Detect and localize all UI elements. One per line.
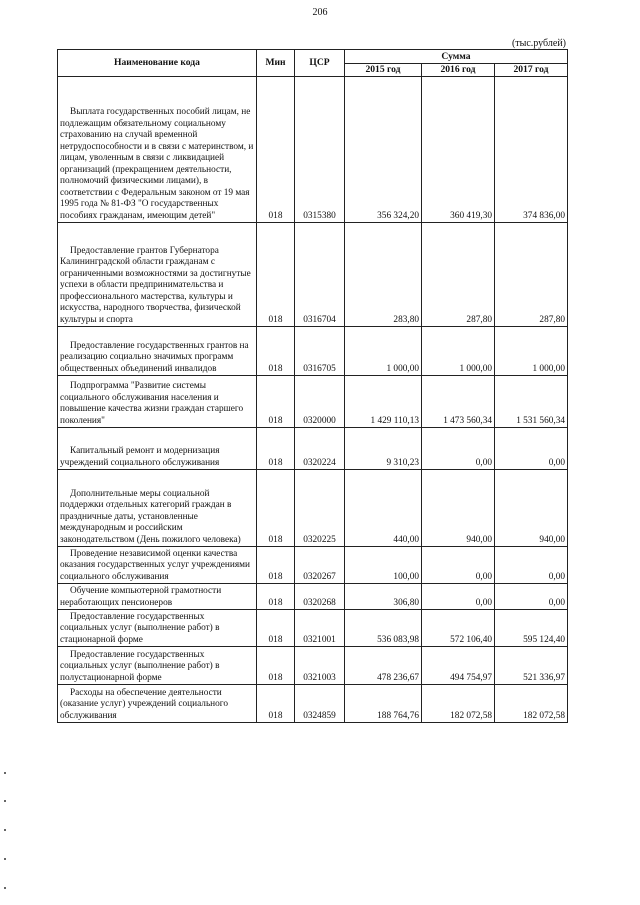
- row-2015: 1 429 110,13: [345, 376, 422, 428]
- row-min: 018: [257, 647, 295, 685]
- row-2015: 356 324,20: [345, 77, 422, 223]
- header-2017: 2017 год: [495, 63, 568, 77]
- row-name: Расходы на обеспечение деятельности (оказание услуг) учреждений социального обслуживания: [58, 685, 257, 723]
- table-row: [58, 223, 568, 327]
- row-2016: 0,00: [422, 428, 495, 470]
- scan-speck: [4, 800, 6, 802]
- row-csr: 0320225: [295, 470, 345, 547]
- scan-speck: [4, 858, 6, 860]
- row-csr: 0316704: [295, 223, 345, 327]
- row-min: 018: [257, 327, 295, 376]
- row-2017: 521 336,97: [495, 647, 568, 685]
- table-row: [58, 77, 568, 223]
- row-2016: 360 419,30: [422, 77, 495, 223]
- page-number: 206: [312, 7, 328, 18]
- scan-speck: [4, 829, 6, 831]
- row-name: Предоставление государственных социальных услуг (выполнение работ) в стационарной форме: [58, 610, 257, 647]
- row-2015: 188 764,76: [345, 685, 422, 723]
- row-csr: 0321003: [295, 647, 345, 685]
- header-min: Мин: [257, 50, 295, 77]
- row-csr: 0320267: [295, 547, 345, 584]
- row-csr: 0320224: [295, 428, 345, 470]
- row-2015: 283,80: [345, 223, 422, 327]
- row-csr: 0324859: [295, 685, 345, 723]
- row-min: 018: [257, 610, 295, 647]
- row-2017: 1 531 560,34: [495, 376, 568, 428]
- row-csr: 0315380: [295, 77, 345, 223]
- table-row: [58, 428, 568, 470]
- row-2017: 287,80: [495, 223, 568, 327]
- row-name: Предоставление государственных социальных услуг (выполнение работ) в полустационарной форме: [58, 647, 257, 685]
- row-2017: 595 124,40: [495, 610, 568, 647]
- row-min: 018: [257, 547, 295, 584]
- row-2016: 0,00: [422, 547, 495, 584]
- table-row: [58, 470, 568, 547]
- row-2016: 1 473 560,34: [422, 376, 495, 428]
- header-2015: 2015 год: [345, 63, 422, 77]
- table-row: [58, 685, 568, 723]
- header-name: Наименование кода: [58, 50, 257, 77]
- row-2016: 1 000,00: [422, 327, 495, 376]
- row-2016: 940,00: [422, 470, 495, 547]
- row-min: 018: [257, 77, 295, 223]
- row-2016: 494 754,97: [422, 647, 495, 685]
- header-csr: ЦСР: [295, 50, 345, 77]
- header-2016: 2016 год: [422, 63, 495, 77]
- table-row: [58, 376, 568, 428]
- row-csr: 0320268: [295, 584, 345, 610]
- row-name: Проведение независимой оценки качества оказания государственных услуг учреждениями социального обслуживания: [58, 547, 257, 584]
- row-2015: 100,00: [345, 547, 422, 584]
- scan-speck: [4, 887, 6, 889]
- table-row: [58, 610, 568, 647]
- row-2015: 306,80: [345, 584, 422, 610]
- row-name: Капитальный ремонт и модернизация учреждений социального обслуживания: [58, 428, 257, 470]
- row-min: 018: [257, 470, 295, 547]
- table-row: [58, 327, 568, 376]
- row-name: Подпрограмма "Развитие системы социального обслуживания населения и повышение качества жизни граждан старшего поколения": [58, 376, 257, 428]
- row-min: 018: [257, 223, 295, 327]
- table-row: [58, 584, 568, 610]
- row-csr: 0321001: [295, 610, 345, 647]
- row-2016: 182 072,58: [422, 685, 495, 723]
- row-name: Дополнительные меры социальной поддержки отдельных категорий граждан в праздничные даты, установленные международным и российским законодательством (День пожилого человека): [58, 470, 257, 547]
- row-2016: 287,80: [422, 223, 495, 327]
- row-name: Предоставление грантов Губернатора Калининградской области гражданам с ограниченными возможностями за достигнутые успехи в области предпринимательства и профессионального мастерства, культуры и искусства, народного творчества, физической культуры и спорта: [58, 223, 257, 327]
- row-min: 018: [257, 584, 295, 610]
- row-2017: 940,00: [495, 470, 568, 547]
- row-2017: 374 836,00: [495, 77, 568, 223]
- row-2016: 572 106,40: [422, 610, 495, 647]
- row-2015: 1 000,00: [345, 327, 422, 376]
- row-csr: 0320000: [295, 376, 345, 428]
- scan-speck: [4, 772, 6, 774]
- row-2015: 9 310,23: [345, 428, 422, 470]
- row-2016: 0,00: [422, 584, 495, 610]
- row-min: 018: [257, 685, 295, 723]
- table-row: [58, 547, 568, 584]
- row-2015: 478 236,67: [345, 647, 422, 685]
- row-2015: 536 083,98: [345, 610, 422, 647]
- row-name: Предоставление государственных грантов на реализацию социально значимых программ общественных объединений инвалидов: [58, 327, 257, 376]
- row-min: 018: [257, 376, 295, 428]
- row-2017: 1 000,00: [495, 327, 568, 376]
- budget-table: [57, 49, 568, 723]
- row-min: 018: [257, 428, 295, 470]
- header-sum: Сумма: [345, 50, 568, 64]
- units-label: (тыс.рублей): [511, 38, 566, 49]
- row-2017: 0,00: [495, 547, 568, 584]
- row-2017: 0,00: [495, 584, 568, 610]
- row-name: Обучение компьютерной грамотности неработающих пенсионеров: [58, 584, 257, 610]
- row-2017: 182 072,58: [495, 685, 568, 723]
- row-2015: 440,00: [345, 470, 422, 547]
- table-row: [58, 647, 568, 685]
- row-csr: 0316705: [295, 327, 345, 376]
- row-name: Выплата государственных пособий лицам, не подлежащим обязательному социальному страхованию на случай временной нетрудоспособности и в связи с материнством, и лицам, уволенным в связи с ликвидацией организаций (прекращением деятельности, полномочий физическими лицами), в соответствии с Федеральным законом от 19 мая 1995 года № 81-ФЗ "О государственных пособиях гражданам, имеющим детей": [58, 77, 257, 223]
- row-2017: 0,00: [495, 428, 568, 470]
